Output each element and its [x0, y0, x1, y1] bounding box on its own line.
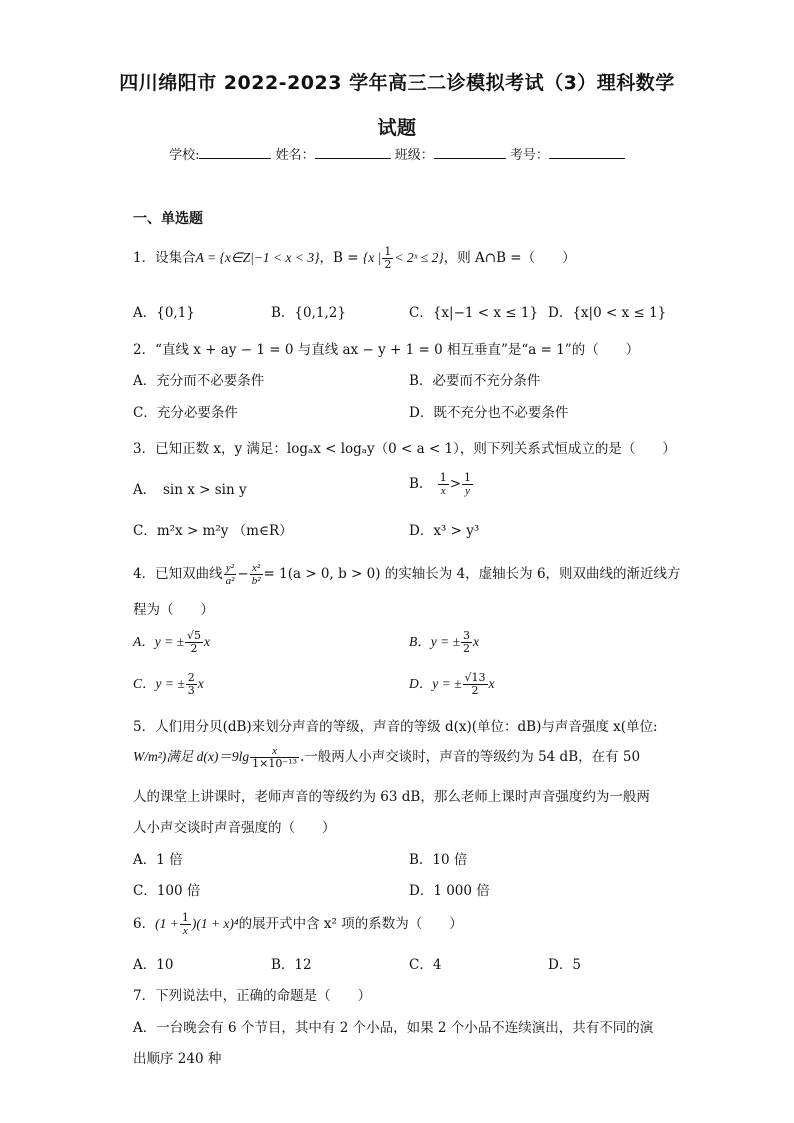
exam-title-cont: 试题	[377, 117, 417, 139]
q2-option-d[interactable]: D．既不充分也不必要条件	[409, 405, 569, 421]
q3-option-d[interactable]: D．x³ > y³	[409, 523, 480, 539]
question-3-stem: 3．已知正数 x，y 满足：logₐx < logₐy（0 < a < 1），则下列关系式恒成立的是（ ）	[133, 441, 676, 457]
q6-option-a[interactable]: A．10	[133, 957, 174, 973]
q2-option-b[interactable]: B．必要而不充分条件	[409, 373, 541, 389]
q3-option-b[interactable]: B． $\frac{1}{x}$ > $\frac{1}{y}$	[409, 471, 472, 497]
section-title: 一、单选题	[133, 211, 203, 227]
question-1-stem: 1．设集合A = {x∈Z|−1 < x < 3}，B = {x | $\frac{1}{2}$ < 2ˣ ≤ 2}，则 A∩B =（ ）	[133, 245, 576, 271]
q1-option-d[interactable]: D．{x|0 < x ≤ 1}	[548, 305, 667, 321]
fraction: $\frac{√13}{2}$	[464, 671, 486, 697]
question-2-stem: 2．“直线 x + ay − 1 = 0 与直线 ax − y + 1 = 0 相互垂直”是“a = 1”的（ ）	[133, 342, 640, 358]
fraction: $\frac{√5}{2}$	[187, 629, 202, 655]
exam-title: 四川绵阳市 2022-2023 学年高三二诊模拟考试（3）理科数学	[119, 72, 675, 94]
question-5-line-1: 5．人们用分贝(dB)来划分声音的等级，声音的等级 d(x)(单位：dB)与声音强度 x(单位:	[133, 719, 658, 735]
fraction: $\frac{1}{y}$	[464, 471, 472, 497]
q3-option-a[interactable]: A． sin x > sin y	[133, 482, 247, 498]
student-info-row	[0, 144, 794, 163]
name-field[interactable]	[315, 146, 391, 159]
q3-option-c[interactable]: C．m²x > m²y （m∈R）	[133, 523, 293, 539]
q6-option-d[interactable]: D．5	[548, 957, 581, 973]
q1-option-b[interactable]: B．{0,1,2}	[271, 305, 346, 321]
school-field[interactable]	[199, 146, 271, 159]
fraction: $\frac{3}{2}$	[463, 629, 471, 655]
q7-option-a[interactable]: A．一台晚会有 6 个节目，其中有 2 个小品，如果 2 个小品不连续演出，共有不同的演	[133, 1020, 654, 1036]
fraction: $\frac{\text{y²}}{\text{a²}}$	[225, 562, 235, 587]
question-4-stem-cont: 程为（ ）	[133, 602, 214, 618]
q6-option-c[interactable]: C．4	[409, 957, 442, 973]
school-label: 学校:	[169, 148, 200, 163]
fraction: $\frac{1}{2}$	[384, 245, 392, 271]
question-5-line-4: 人小声交谈时声音强度的（ ）	[133, 820, 336, 836]
q1-option-a[interactable]: A．{0,1}	[133, 305, 195, 321]
q7-option-a-cont: 出顺序 240 种	[133, 1051, 222, 1067]
q6-option-b[interactable]: B．12	[271, 957, 312, 973]
q2-option-c[interactable]: C．充分必要条件	[133, 405, 238, 421]
id-field[interactable]	[549, 146, 625, 159]
q4-option-a[interactable]: A．y = ± $\frac{√5}{2}$ x	[133, 629, 211, 655]
q4-option-b[interactable]: B．y = ± $\frac{3}{2}$ x	[409, 629, 480, 655]
q5-option-c[interactable]: C．100 倍	[133, 883, 201, 899]
q5-option-b[interactable]: B．10 倍	[409, 852, 468, 868]
fraction: $\frac{x}{\text{1×10⁻¹³}}$	[252, 745, 297, 770]
id-label: 考号：	[509, 148, 549, 163]
question-5-line-3: 人的课堂上讲课时，老师声音的等级约为 63 dB，那么老师上课时声音强度约为一般两	[133, 789, 650, 805]
q4-option-d[interactable]: D．y = ± $\frac{√13}{2}$ x	[409, 671, 495, 697]
question-5-line-2: W/m²)满足 d(x)＝9lg $\frac{x}{\text{1×10⁻¹³}}$ .一般两人小声交谈时，声音的等级约为 54 dB，在有 50	[133, 745, 641, 770]
q2-option-a[interactable]: A．充分而不必要条件	[133, 373, 265, 389]
class-label: 班级：	[394, 148, 434, 163]
class-field[interactable]	[434, 146, 506, 159]
name-label: 姓名：	[275, 148, 315, 163]
fraction: $\frac{\text{x²}}{\text{b²}}$	[251, 562, 261, 587]
fraction: $\frac{1}{x}$	[439, 471, 447, 497]
q5-option-a[interactable]: A．1 倍	[133, 852, 183, 868]
question-6-stem: 6．(1 + $\frac{1}{x}$ )(1 + x)⁴的展开式中含 x² 项的系数为（ ）	[133, 911, 463, 937]
question-7-stem: 7．下列说法中，正确的命题是（ ）	[133, 988, 372, 1004]
question-4-stem: 4．已知双曲线 $\frac{\text{y²}}{\text{a²}}$ − $\frac{\text{x²}}{\text{b²}}$ = 1(a > 0, b > 0) 的实轴长为 4，虚轴长为 6，则双曲线的渐近线方	[133, 562, 681, 587]
fraction: $\frac{1}{x}$	[181, 911, 189, 937]
q5-option-d[interactable]: D．1 000 倍	[409, 883, 490, 899]
fraction: $\frac{2}{3}$	[187, 671, 195, 697]
q1-option-c[interactable]: C．{x|−1 < x ≤ 1}	[409, 305, 539, 321]
q4-option-c[interactable]: C．y = ± $\frac{2}{3}$ x	[133, 671, 204, 697]
